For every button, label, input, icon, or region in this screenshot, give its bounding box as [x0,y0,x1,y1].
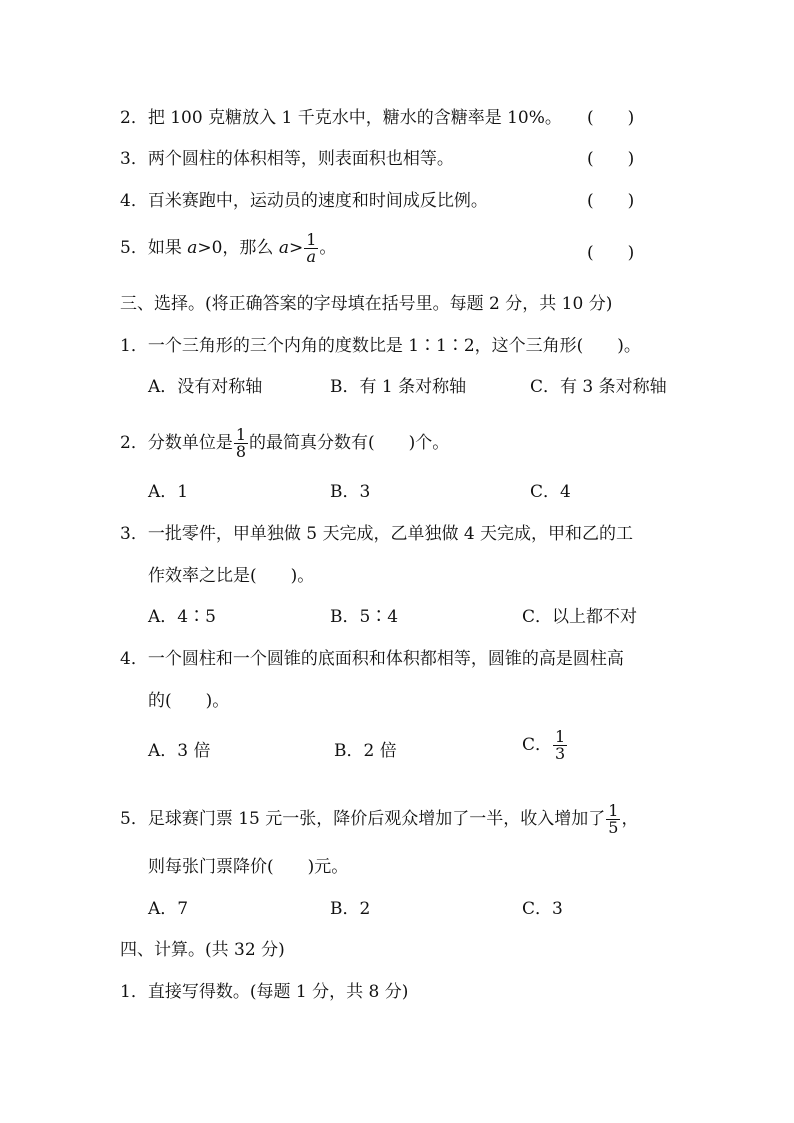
answer-paren: ( ) [587,108,635,128]
section4-title: 四、计算。(共 32 分) [120,940,285,960]
answer-paren: ( ) [587,243,635,263]
s3-q4-option-b: B．2 倍 [334,741,397,761]
judge-q3: 3．两个圆柱的体积相等，则表面积也相等。 [120,149,454,169]
s3-q5-text: ， [621,809,639,829]
section3-title: 三、选择。(将正确答案的字母填在括号里。每题 2 分，共 10 分) [120,294,613,314]
option-letter: C． [522,735,553,755]
fraction-denominator: 5 [608,818,619,837]
s3-q4-line1: 4．一个圆柱和一个圆锥的底面积和体积都相等，圆锥的高是圆柱高 [120,649,624,669]
q5-text: >0，那么 [197,238,279,258]
s3-q2-option-c: C．4 [530,482,571,502]
s3-q2 [120,427,449,460]
s3-q4-line2: 的( )。 [148,691,230,711]
s3-q5-option-b: B．2 [330,899,371,919]
fraction [606,803,620,836]
s3-q2-text: 2．分数单位是 [120,433,233,453]
s3-q1-option-c: C．有 3 条对称轴 [530,377,667,397]
s3-q5-line1 [120,803,638,836]
fraction-denominator: a [306,247,317,266]
s3-q5-line2: 则每张门票降价( )元。 [148,857,349,877]
fraction [304,232,318,265]
s3-q3-option-a: A．4∶5 [148,607,216,627]
answer-paren: ( ) [587,191,635,211]
s3-q1-option-a: A．没有对称轴 [148,377,263,397]
s3-q3-option-c: C．以上都不对 [522,607,638,627]
var-a: a [187,238,198,258]
q5-end: 。 [319,238,337,258]
judge-q4: 4．百米赛跑中，运动员的速度和时间成反比例。 [120,191,488,211]
fraction-numerator: 1 [235,425,247,444]
s3-q3-line1: 3．一批零件，甲单独做 5 天完成，乙单独做 4 天完成，甲和乙的工 [120,524,634,544]
s3-q2-option-a: A．1 [148,482,189,502]
q5-text: 5．如果 [120,238,188,258]
s4-q1: 1．直接写得数。(每题 1 分，共 8 分) [120,982,409,1002]
q5-gt: > [288,238,304,258]
fraction-numerator: 1 [306,230,317,249]
s3-q3-option-b: B．5∶4 [330,607,399,627]
s3-q1-option-b: B．有 1 条对称轴 [330,377,467,397]
s3-q3-line2: 作效率之比是( )。 [148,566,315,586]
s3-q5-text: 5．足球赛门票 15 元一张，降价后观众增加了一半，收入增加了 [120,809,606,829]
fraction-denominator: 3 [555,744,566,763]
judge-q2: 2．把 100 克糖放入 1 千克水中，糖水的含糖率是 10%。 [120,108,562,128]
judge-q5 [120,232,336,265]
s3-q4-option-c [522,729,568,762]
fraction-numerator: 1 [608,801,619,820]
fraction-denominator: 8 [235,442,247,461]
fraction-numerator: 1 [555,727,566,746]
s3-q2-option-b: B．3 [330,482,371,502]
s3-q2-text: 的最简真分数有( )个。 [249,433,450,453]
s3-q1: 1．一个三角形的三个内角的度数比是 1∶1∶2，这个三角形( )。 [120,336,641,356]
fraction [234,427,248,460]
answer-paren: ( ) [587,149,635,169]
var-a: a [278,238,289,258]
fraction [553,729,567,762]
s3-q4-option-a: A．3 倍 [148,741,211,761]
s3-q5-option-c: C．3 [522,899,563,919]
s3-q5-option-a: A．7 [148,899,189,919]
